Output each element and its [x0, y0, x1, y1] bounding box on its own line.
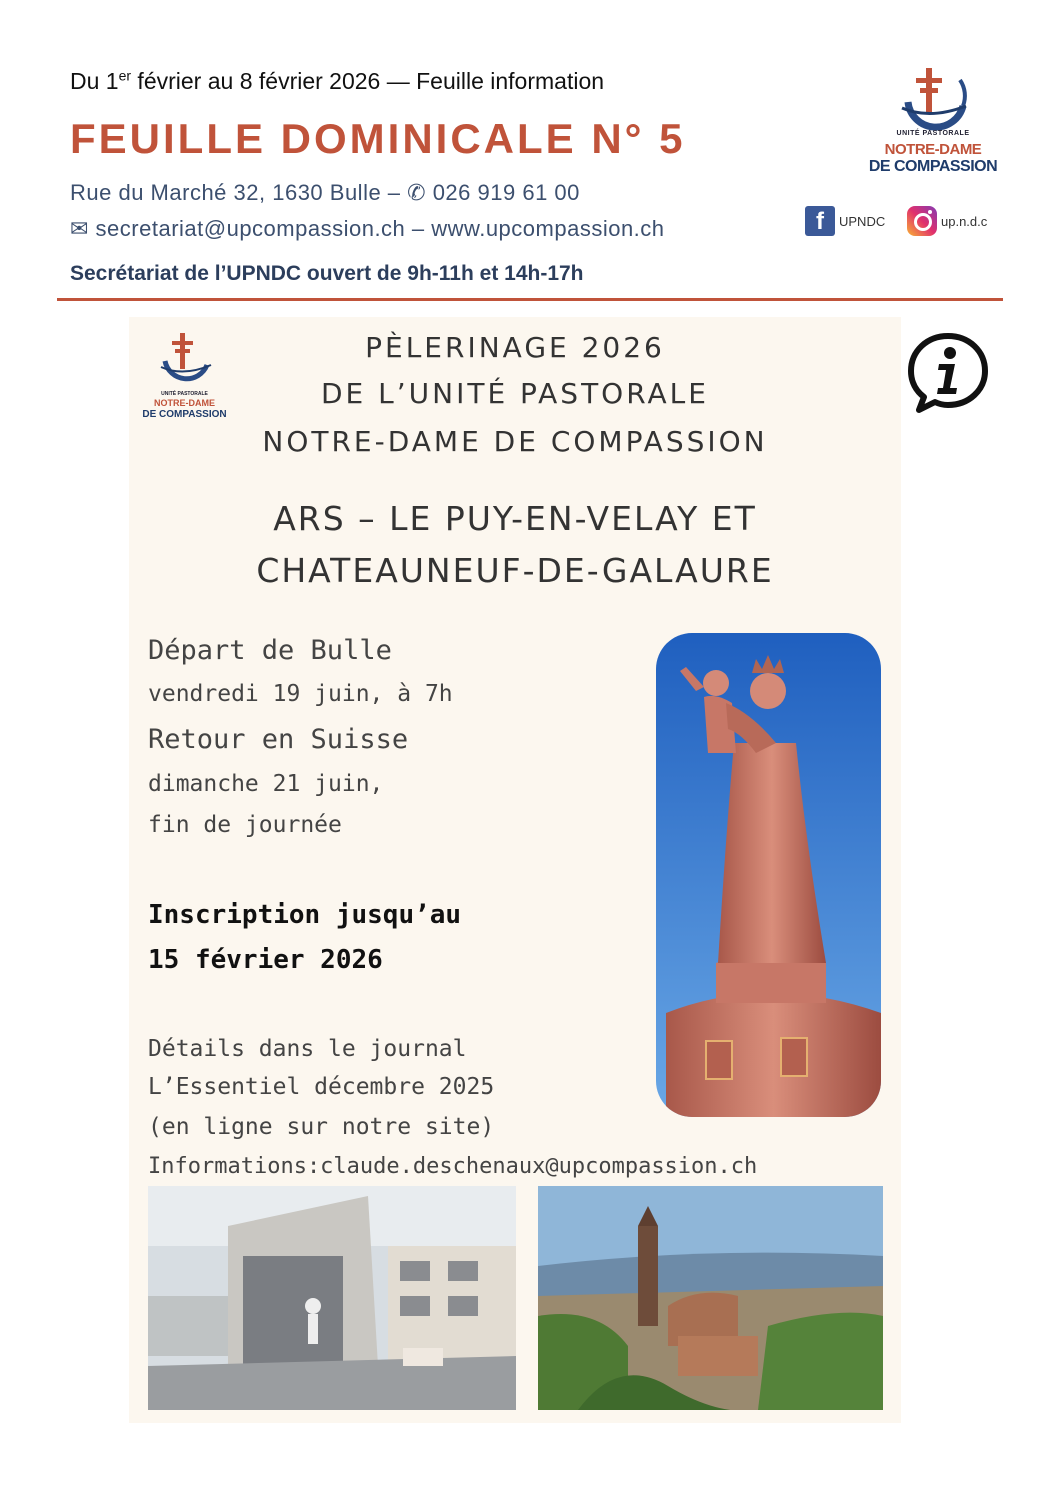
poster-logo-line-1: UNITÉ PASTORALE: [161, 391, 208, 397]
depart-label: Départ de Bulle: [148, 635, 392, 666]
statue-photo: [656, 633, 881, 1117]
poster-heading-3: NOTRE-DAME DE COMPASSION: [262, 425, 768, 458]
facebook-link[interactable]: [805, 206, 885, 236]
logo-line-3: DE COMPASSION: [868, 158, 998, 175]
page-title: FEUILLE DOMINICALE N° 5: [70, 115, 686, 162]
address-line: Rue du Marché 32, 1630 Bulle – ✆ 026 919 61 00: [70, 180, 580, 205]
header-divider: [57, 298, 1003, 301]
info-icon: [905, 330, 991, 416]
details-line-3: (en ligne sur notre site): [148, 1114, 495, 1140]
date-superscript: er: [118, 67, 132, 84]
retour-date-2: fin de journée: [148, 812, 342, 838]
header-date: [70, 68, 604, 95]
inscription-line-1: Inscription jusqu’au: [148, 900, 462, 930]
instagram-icon: [907, 206, 937, 236]
instagram-label: up.n.d.c: [941, 213, 988, 229]
poster-logo-line-3: DE COMPASSION: [142, 409, 227, 420]
pilgrimage-poster: [129, 317, 901, 1423]
instagram-link[interactable]: [907, 206, 987, 236]
ars-sanctuary-photo: [148, 1186, 516, 1410]
cross-logo-icon: [868, 62, 998, 132]
contact-line[interactable]: ✉ secretariat@upcompassion.ch – www.upcompassion.ch: [70, 216, 665, 241]
details-line-1: Détails dans le journal: [148, 1036, 467, 1062]
inscription-line-2: 15 février 2026: [148, 945, 383, 975]
poster-heading-2: DE L’UNITÉ PASTORALE: [321, 377, 709, 410]
destination-line-1: ARS – LE PUY-EN-VELAY ET: [273, 499, 757, 538]
retour-label: Retour en Suisse: [148, 724, 409, 755]
parish-logo: [868, 62, 998, 182]
retour-date-1: dimanche 21 juin,: [148, 771, 384, 797]
depart-date: vendredi 19 juin, à 7h: [148, 681, 453, 707]
date-suffix: février au 8 février 2026 — Feuille information: [131, 68, 605, 94]
office-hours: Secrétariat de l’UPNDC ouvert de 9h-11h et 14h-17h: [70, 262, 584, 285]
logo-line-2: NOTRE-DAME: [884, 141, 982, 158]
destination-line-2: CHATEAUNEUF-DE-GALAURE: [256, 551, 774, 590]
logo-line-1: UNITÉ PASTORALE: [896, 130, 970, 137]
facebook-label: UPNDC: [839, 213, 886, 229]
info-contact[interactable]: Informations:claude.deschenaux@upcompassion.ch: [148, 1154, 758, 1179]
date-prefix: Du 1: [70, 68, 119, 94]
poster-heading-1: PÈLERINAGE 2026: [365, 331, 665, 364]
poster-logo-line-2: NOTRE-DAME: [154, 398, 215, 408]
details-line-2: L’Essentiel décembre 2025: [148, 1074, 495, 1100]
facebook-icon: f: [805, 206, 835, 236]
le-puy-photo: [538, 1186, 883, 1410]
